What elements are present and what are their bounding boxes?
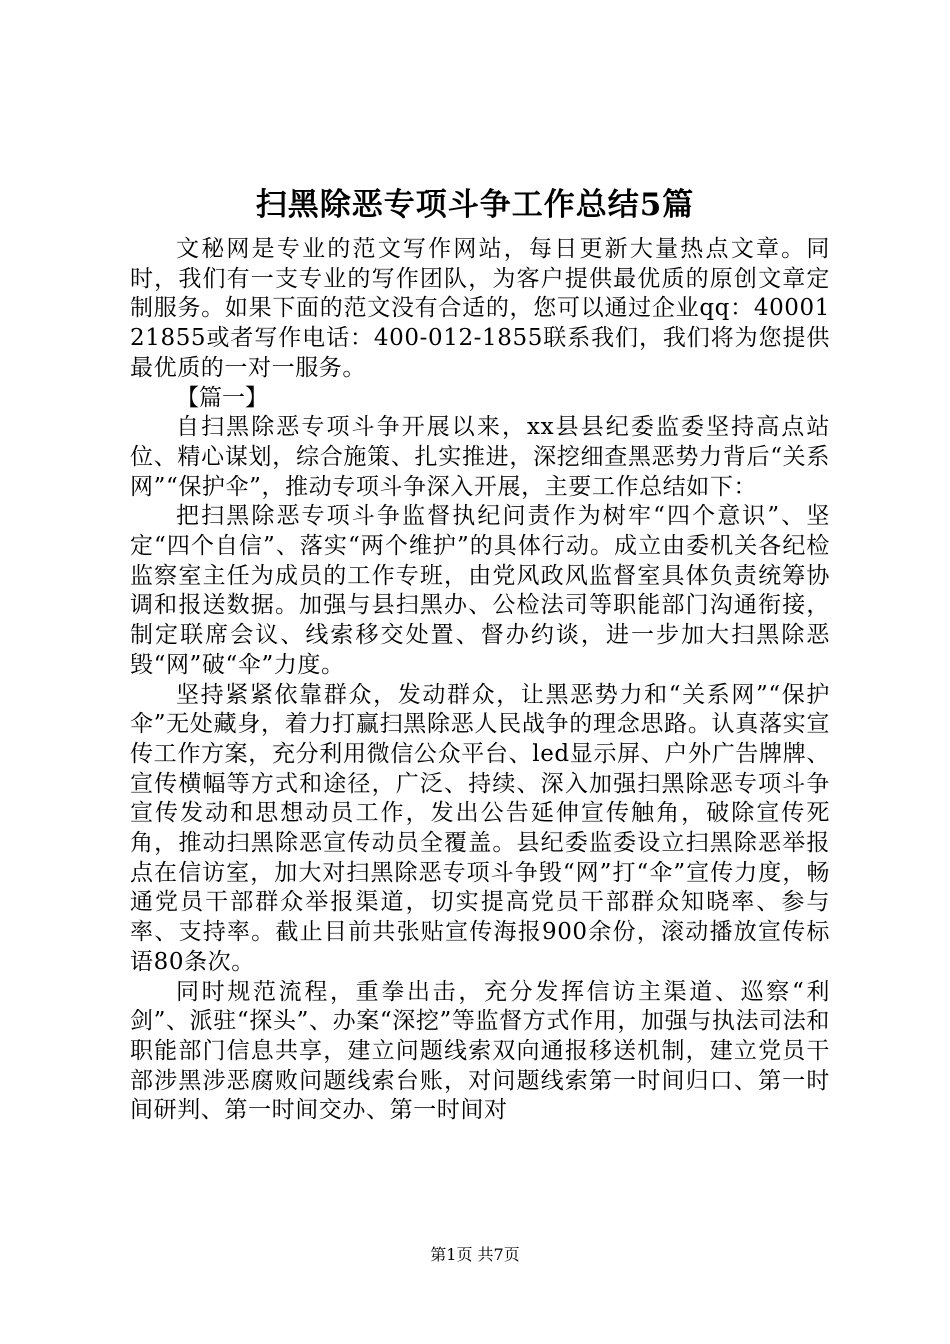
document-title: 扫黑除恶专项斗争工作总结5篇 <box>255 187 695 223</box>
body-paragraph-3: 坚持紧紧依靠群众，发动群众，让黑恶势力和“关系网”“保护伞”无处藏身，着力打赢扫黑除恶人民战争的理念思路。认真落实宣传工作方案，充分利用微信公众平台、led显示屏、户外广告牌牌、宣传横幅等方式和途径，广泛、持续、深入加强扫黑除恶专项斗争宣传发动和思想动员工作，发出公告延伸宣传触角，破除宣传死角，推动扫黑除恶宣传动员全覆盖。县纪委监委设立扫黑除恶举报点在信访室，加大对扫黑除恶专项斗争毁“网”打“伞”宣传力度，畅通党员干部群众举报渠道，切实提高党员干部群众知晓率、参与率、支持率。截止目前共张贴宣传海报900余份，滚动播放宣传标语80条次。 <box>130 681 830 975</box>
body-paragraph-1: 自扫黑除恶专项斗争开展以来，xx县县纪委监委坚持高点站位、精心谋划，综合施策、扎实推进，深挖细查黑恶势力背后“关系网”“保护伞”，推动专项斗争深入开展，主要工作总结如下： <box>130 414 830 500</box>
intro-paragraph: 文秘网是专业的范文写作网站，每日更新大量热点文章。同时，我们有一支专业的写作团队，为客户提供最优质的原创文章定制服务。如果下面的范文没有合适的，您可以通过企业qq：4000121855或者写作电话：400-012-1855联系我们，我们将为您提供最优质的一对一服务。 <box>130 236 830 381</box>
body-paragraph-4: 同时规范流程，重拳出击，充分发挥信访主渠道、巡察“利剑”、派驻“探头”、办案“深挖”等监督方式作用，加强与执法司法和职能部门信息共享，建立问题线索双向通报移送机制，建立党员干部涉黑涉恶腐败问题线索台账，对问题线索第一时间归口、第一时间研判、第一时间交办、第一时间对 <box>130 978 830 1124</box>
document-body <box>130 235 830 1126</box>
section-label: 【篇一】 <box>176 384 268 411</box>
body-paragraph-2: 把扫黑除恶专项斗争监督执纪问责作为树牢“四个意识”、坚定“四个自信”、落实“两个维护”的具体行动。成立由委机关各纪检监察室主任为成员的工作专班，由党风政风监督室具体负责统筹协调和报送数据。加强与县扫黑办、公检法司等职能部门沟通衔接，制定联席会议、线索移交处置、督办约谈，进一步加大扫黑除恶毁“网”破“伞”力度。 <box>130 503 830 678</box>
page-footer: 第1页 共7页 <box>430 1245 520 1264</box>
